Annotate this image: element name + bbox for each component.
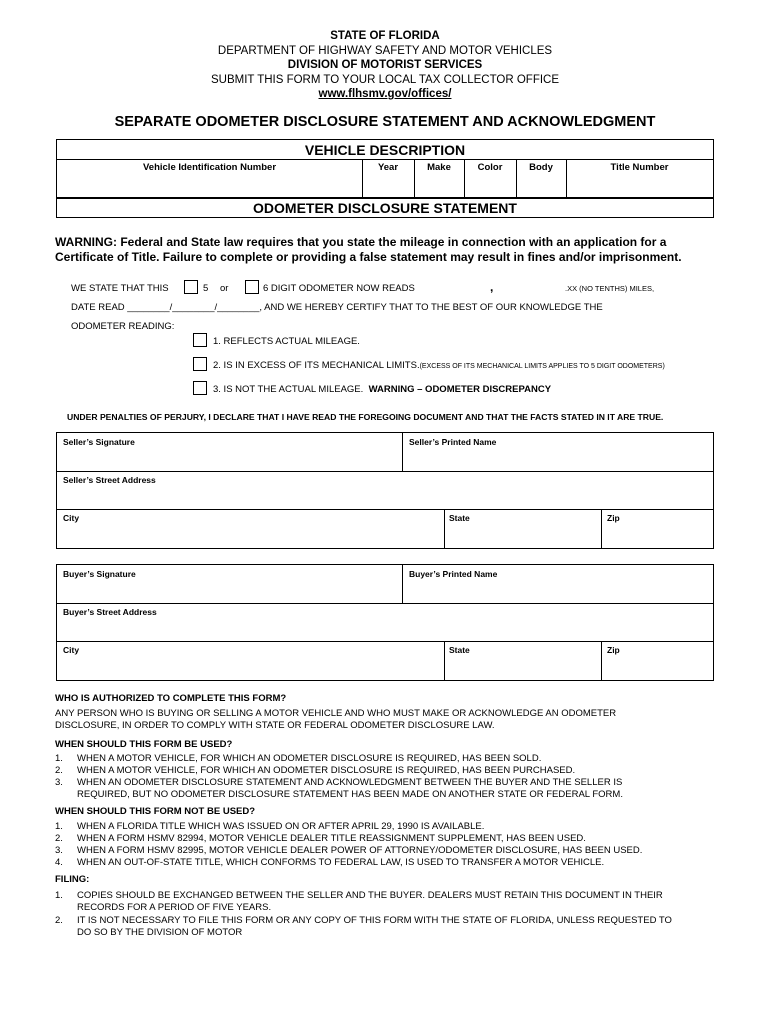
form-title: SEPARATE ODOMETER DISCLOSURE STATEMENT AND ACKNOWLEDGMENT bbox=[114, 114, 656, 130]
option-not-actual-label: 3. IS NOT THE ACTUAL MILEAGE. bbox=[213, 384, 364, 395]
header-state: STATE OF FLORIDA bbox=[330, 30, 440, 42]
option-excess-limits-label: 2. IS IN EXCESS OF ITS MECHANICAL LIMITS. bbox=[213, 360, 420, 371]
year-label: Year bbox=[377, 162, 399, 173]
option-not-actual-text bbox=[213, 384, 551, 395]
seller-box bbox=[56, 432, 714, 549]
odometer-heading: ODOMETER DISCLOSURE STATEMENT bbox=[253, 200, 517, 216]
warning-line-1: WARNING: Federal and State law requires that you state the mileage in connection with an application for a bbox=[55, 235, 667, 249]
when-heading: WHEN SHOULD THIS FORM BE USED? bbox=[55, 739, 233, 750]
filing-item-number: 2. bbox=[55, 915, 63, 926]
seller-printed-name-field[interactable] bbox=[404, 447, 713, 470]
who-line-1: ANY PERSON WHO IS BUYING OR SELLING A MOTOR VEHICLE AND WHO MUST MAKE OR ACKNOWLEDGE AN ODOMETER bbox=[55, 708, 617, 719]
buyer-printed-name-field[interactable] bbox=[404, 579, 713, 602]
buyer-street-label: Buyer’s Street Address bbox=[63, 607, 157, 617]
make-field[interactable] bbox=[415, 172, 464, 197]
or-text: or bbox=[220, 283, 229, 294]
seller-signature-label: Seller’s Signature bbox=[63, 437, 135, 447]
buyer-state-field[interactable] bbox=[446, 655, 600, 680]
not-item: WHEN A FORM HSMV 82994, MOTOR VEHICLE DEALER TITLE REASSIGNMENT SUPPLEMENT, HAS BEEN USED. bbox=[77, 833, 586, 844]
filing-item-continued: DO SO BY THE DIVISION OF MOTOR bbox=[77, 927, 243, 938]
filing-item: COPIES SHOULD BE EXCHANGED BETWEEN THE SELLER AND THE BUYER. DEALERS MUST RETAIN THIS DOCUMENT IN THEIR bbox=[77, 890, 663, 901]
seller-city-label: City bbox=[63, 513, 80, 523]
mileage-thousands-field[interactable] bbox=[425, 280, 487, 294]
body-field[interactable] bbox=[517, 172, 566, 197]
seller-zip-field[interactable] bbox=[603, 523, 713, 548]
filing-item-continued: RECORDS FOR A PERIOD OF FIVE YEARS. bbox=[77, 902, 272, 913]
not-item-number: 2. bbox=[55, 833, 63, 844]
vehicle-description-heading: VEHICLE DESCRIPTION bbox=[304, 142, 466, 158]
header-url[interactable]: www.flhsmv.gov/offices/ bbox=[318, 88, 452, 100]
seller-state-field[interactable] bbox=[446, 523, 600, 548]
miles-text bbox=[565, 283, 654, 294]
warning-line-2: Certificate of Title. Failure to complete or providing a false statement may result in fines and/or imprisonment. bbox=[55, 250, 682, 264]
buyer-printed-name-label: Buyer’s Printed Name bbox=[409, 569, 498, 579]
seller-zip-label: Zip bbox=[607, 513, 620, 523]
not-item: WHEN AN OUT-OF-STATE TITLE, WHICH CONFORMS TO FEDERAL LAW, IS USED TO TRANSFER A MOTOR VEHICLE. bbox=[77, 857, 605, 868]
vehicle-description-box bbox=[56, 139, 714, 198]
when-item: WHEN A MOTOR VEHICLE, FOR WHICH AN ODOMETER DISCLOSURE IS REQUIRED, HAS BEEN PURCHASED. bbox=[77, 765, 576, 776]
six-digit-text: 6 DIGIT ODOMETER NOW READS bbox=[263, 283, 415, 294]
when-item-number: 1. bbox=[55, 753, 63, 764]
title-number-field[interactable] bbox=[567, 172, 713, 197]
not-item-number: 3. bbox=[55, 845, 63, 856]
option-excess-limits-checkbox[interactable] bbox=[193, 357, 207, 371]
buyer-zip-label: Zip bbox=[607, 645, 620, 655]
who-line-2: DISCLOSURE, IN ORDER TO COMPLY WITH STATE OR FEDERAL ODOMETER DISCLOSURE LAW. bbox=[55, 720, 495, 731]
make-label: Make bbox=[427, 162, 451, 173]
not-heading: WHEN SHOULD THIS FORM NOT BE USED? bbox=[55, 806, 256, 817]
filing-item-number: 1. bbox=[55, 890, 63, 901]
five-digit-checkbox[interactable] bbox=[184, 280, 198, 294]
option-actual-mileage-checkbox[interactable] bbox=[193, 333, 207, 347]
header-submit: SUBMIT THIS FORM TO YOUR LOCAL TAX COLLECTOR OFFICE bbox=[210, 74, 560, 86]
option-actual-mileage-label: 1. REFLECTS ACTUAL MILEAGE. bbox=[213, 336, 360, 347]
discrepancy-warning: WARNING – ODOMETER DISCREPANCY bbox=[368, 384, 552, 395]
no-tenths-text: .XX (NO TENTHS) MILES, bbox=[565, 284, 655, 293]
header-division: DIVISION OF MOTORIST SERVICES bbox=[287, 59, 483, 71]
not-item: WHEN A FLORIDA TITLE WHICH WAS ISSUED ON OR AFTER APRIL 29, 1990 IS AVAILABLE. bbox=[77, 821, 485, 832]
when-item: WHEN A MOTOR VEHICLE, FOR WHICH AN ODOMETER DISCLOSURE IS REQUIRED, HAS BEEN SOLD. bbox=[77, 753, 542, 764]
six-digit-checkbox[interactable] bbox=[245, 280, 259, 294]
perjury-statement: UNDER PENALTIES OF PERJURY, I DECLARE THAT I HAVE READ THE FOREGOING DOCUMENT AND THAT THE FACTS STATED IN IT ARE TRUE. bbox=[67, 412, 664, 422]
seller-street-label: Seller’s Street Address bbox=[63, 475, 156, 485]
date-read-text: DATE READ ________/________/________, AND WE HEREBY CERTIFY THAT TO THE BEST OF OUR KNOWLEDGE THE bbox=[71, 302, 603, 313]
five-label: 5 bbox=[203, 283, 209, 294]
when-item-continued: REQUIRED, BUT NO ODOMETER DISCLOSURE STATEMENT HAS BEEN MADE ON ANOTHER STATE OR FEDERAL FORM. bbox=[77, 789, 623, 800]
body-label: Body bbox=[529, 162, 553, 173]
when-item-number: 3. bbox=[55, 777, 63, 788]
header-department: DEPARTMENT OF HIGHWAY SAFETY AND MOTOR VEHICLES bbox=[217, 45, 553, 57]
odometer-heading-box bbox=[56, 198, 714, 218]
seller-signature-field[interactable] bbox=[57, 447, 401, 470]
not-item-number: 1. bbox=[55, 821, 63, 832]
year-field[interactable] bbox=[363, 172, 414, 197]
buyer-box bbox=[56, 564, 714, 681]
color-field[interactable] bbox=[465, 172, 516, 197]
option-not-actual-checkbox[interactable] bbox=[193, 381, 207, 395]
when-item: WHEN AN ODOMETER DISCLOSURE STATEMENT AND ACKNOWLEDGMENT BETWEEN THE BUYER AND THE SELLER IS bbox=[77, 777, 623, 788]
we-state-text: WE STATE THAT THIS bbox=[71, 283, 169, 294]
buyer-signature-field[interactable] bbox=[57, 579, 401, 602]
filing-item: IT IS NOT NECESSARY TO FILE THIS FORM OR ANY COPY OF THIS FORM WITH THE STATE OF FLORIDA, UNLESS REQUESTED TO bbox=[77, 915, 672, 926]
buyer-zip-field[interactable] bbox=[603, 655, 713, 680]
seller-street-field[interactable] bbox=[57, 485, 713, 508]
option-excess-limits-note: (EXCESS OF ITS MECHANICAL LIMITS APPLIES TO 5 DIGIT ODOMETERS) bbox=[419, 363, 665, 370]
not-item: WHEN A FORM HSMV 82995, MOTOR VEHICLE DEALER POWER OF ATTORNEY/ODOMETER DISCLOSURE, HAS BEEN USED. bbox=[77, 845, 643, 856]
buyer-signature-label: Buyer’s Signature bbox=[63, 569, 136, 579]
vin-label: Vehicle Identification Number bbox=[142, 162, 277, 173]
buyer-state-label: State bbox=[449, 645, 470, 655]
title-number-label: Title Number bbox=[610, 162, 669, 173]
option-excess-limits-text bbox=[213, 360, 665, 371]
not-item-number: 4. bbox=[55, 857, 63, 868]
who-heading: WHO IS AUTHORIZED TO COMPLETE THIS FORM? bbox=[55, 693, 287, 704]
color-label: Color bbox=[477, 162, 503, 173]
buyer-street-field[interactable] bbox=[57, 617, 713, 640]
mileage-comma: , bbox=[490, 280, 494, 294]
seller-city-field[interactable] bbox=[57, 523, 443, 548]
odometer-reading-label: ODOMETER READING: bbox=[71, 321, 175, 332]
buyer-city-field[interactable] bbox=[57, 655, 443, 680]
buyer-city-label: City bbox=[63, 645, 80, 655]
vin-field[interactable] bbox=[57, 172, 362, 197]
when-item-number: 2. bbox=[55, 765, 63, 776]
seller-state-label: State bbox=[449, 513, 470, 523]
mileage-field[interactable] bbox=[498, 280, 562, 294]
seller-printed-name-label: Seller’s Printed Name bbox=[409, 437, 497, 447]
filing-heading: FILING: bbox=[55, 874, 90, 885]
